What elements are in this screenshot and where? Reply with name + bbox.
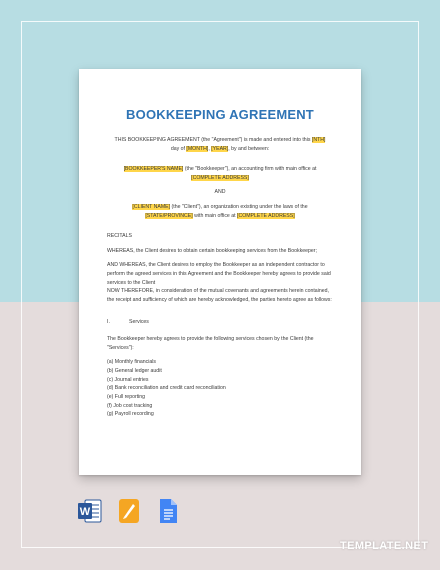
- document-page: [79, 69, 361, 475]
- bookkeeper-text: (the "Bookkeeper"), an accounting firm with main office at: [183, 166, 317, 173]
- client-text: (the "Client"), an organization existing under the laws of the: [170, 203, 308, 210]
- client-text-2: with main office at: [192, 212, 238, 219]
- intro-text-3: , by and between:: [228, 145, 270, 152]
- placeholder-client-name: [CLIENT NAME]: [132, 203, 171, 210]
- list-item: (e) Full reporting: [107, 393, 146, 400]
- recitals-heading: RECITALS: [107, 233, 132, 240]
- placeholder-month: [MONTH]: [186, 145, 209, 152]
- intro-paragraph: [107, 136, 333, 153]
- client-paragraph: [107, 203, 333, 220]
- intro-text-1: THIS BOOKKEEPING AGREEMENT (the "Agreement") is made and entered into this: [114, 137, 312, 143]
- word-icon[interactable]: [78, 498, 100, 524]
- placeholder-complete-address-2: [COMPLETE ADDRESS]: [237, 212, 295, 219]
- list-item: (d) Bank reconciliation and credit card reconciliation: [107, 385, 226, 392]
- whereas-paragraph-2: AND WHEREAS, the Client desires to employ the Bookkeeper as an independent contractor to perform the agreed services in this Agreement and the Bookkeeper hereby agrees to provide said services to the Client: [107, 262, 331, 286]
- section-number: I.: [107, 319, 110, 326]
- placeholder-state: [STATE/PROVINCE]: [145, 212, 193, 219]
- list-item: (b) General ledger audit: [107, 367, 162, 374]
- list-item: (a) Monthly financials: [107, 359, 157, 366]
- placeholder-year: [YEAR]: [211, 145, 229, 152]
- placeholder-bookkeeper-name: [BOOKKEEPER'S NAME]: [123, 166, 184, 173]
- list-item: (f) Job cost tracking: [107, 402, 153, 409]
- pages-icon[interactable]: [118, 498, 140, 524]
- section-title: Services: [129, 319, 149, 326]
- svg-text:W: W: [79, 506, 91, 518]
- intro-comma: ,: [208, 145, 212, 152]
- now-therefore-paragraph: NOW THEREFORE, in consideration of the mutual covenants and agreements herein contained, the receipt and sufficiency of which are hereby acknowledged, the parties hereto agree as follows:: [107, 288, 332, 303]
- whereas-paragraph-1: WHEREAS, the Client desires to obtain certain bookkeeping services from the Bookkeeper;: [107, 247, 317, 254]
- list-item: (c) Journal entries: [107, 376, 149, 383]
- brand-watermark: TEMPLATE.NET: [340, 540, 429, 552]
- and-text: AND: [214, 189, 226, 196]
- intro-text-2: day of: [170, 145, 187, 152]
- placeholder-nth: [NTH]: [311, 137, 326, 143]
- document-title: BOOKKEEPING AGREEMENT: [126, 107, 314, 122]
- services-intro: The Bookkeeper hereby agrees to provide the following services chosen by the Client (the "Services"):: [107, 335, 314, 351]
- placeholder-complete-address: [COMPLETE ADDRESS]: [191, 174, 249, 181]
- bookkeeper-paragraph: [107, 165, 333, 182]
- section-heading: [107, 318, 333, 327]
- google-docs-icon[interactable]: [158, 498, 180, 524]
- list-item: (g) Payroll recording: [107, 411, 154, 418]
- services-list: [107, 358, 333, 419]
